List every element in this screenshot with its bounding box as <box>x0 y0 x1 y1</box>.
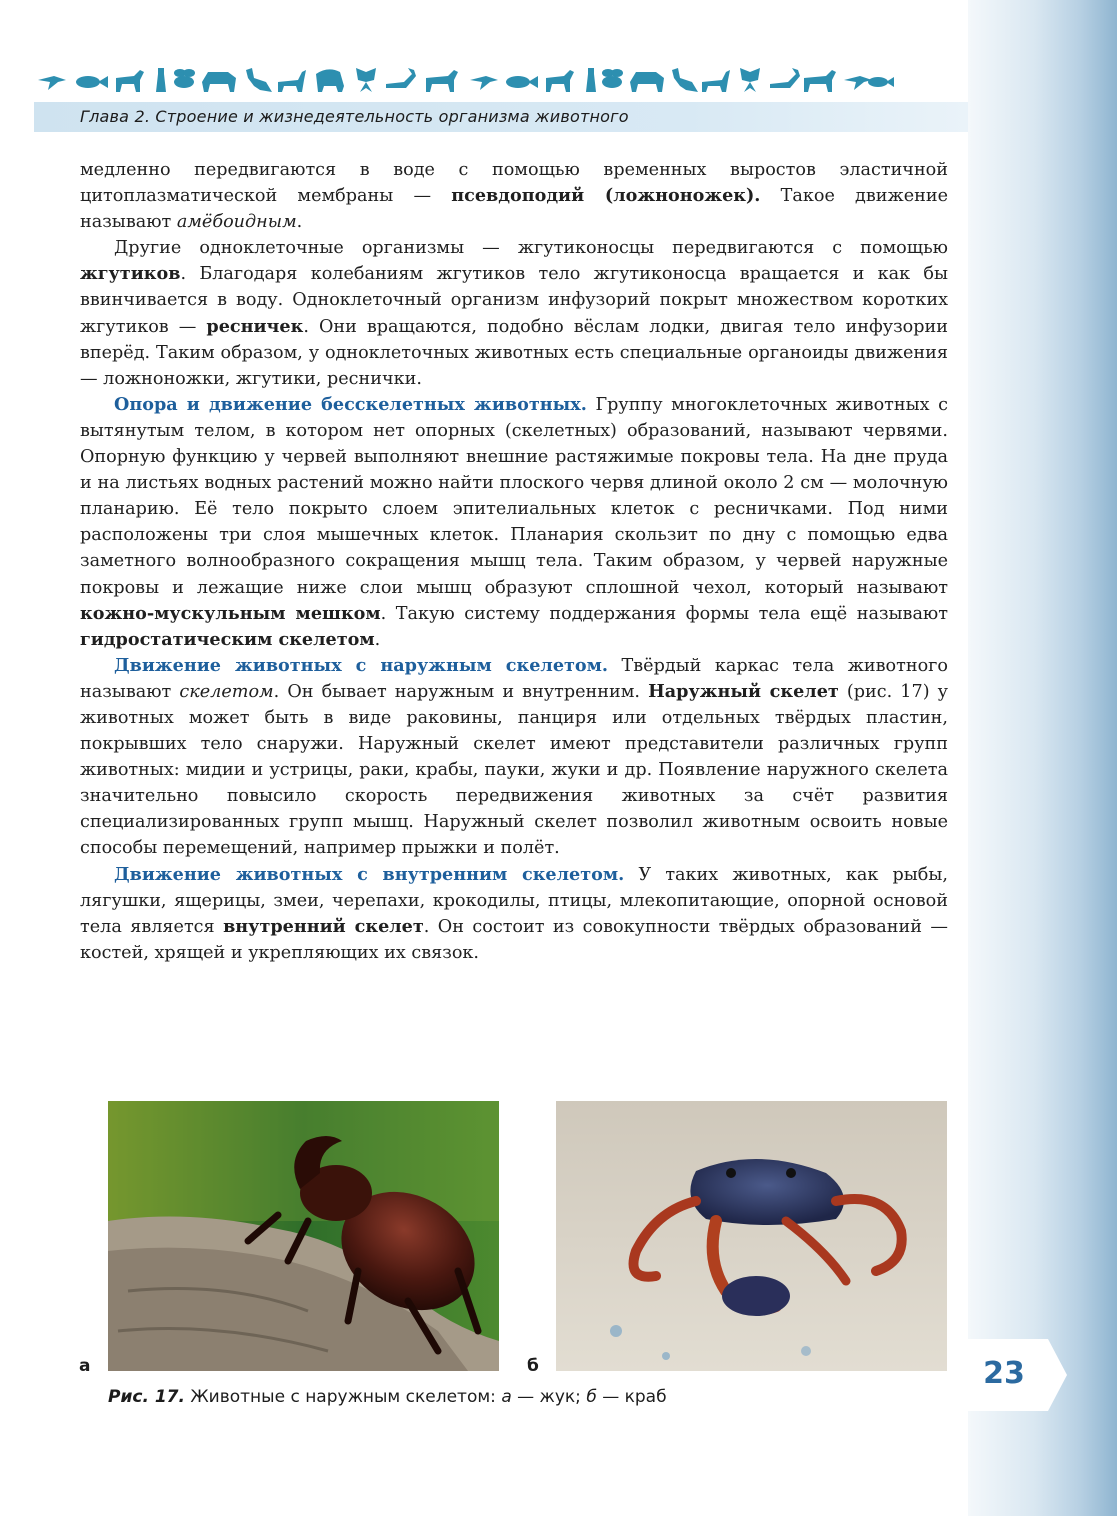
bold-term: псевдоподий (ложноножек). <box>451 185 761 207</box>
bison-icon-2 <box>630 72 664 92</box>
caption-text: Животные с наружным скелетом: <box>184 1387 502 1407</box>
figure-letter-a: а <box>79 1356 91 1376</box>
bee-icon <box>174 69 195 88</box>
caption-letter-b: б <box>586 1387 597 1407</box>
text-run: . Такую систему поддержания формы тела ещё называют <box>380 603 948 624</box>
meerkat-icon <box>156 68 166 92</box>
figure-caption <box>108 1387 667 1407</box>
paragraph-2 <box>80 235 948 392</box>
bison-icon <box>202 72 236 92</box>
text-run: . <box>374 629 381 650</box>
beetle-photo <box>108 1101 499 1371</box>
fish-icon-2 <box>506 76 538 88</box>
side-margin-strip <box>968 0 1117 1516</box>
butterfly-icon <box>356 68 376 92</box>
horse-icon-2 <box>426 70 458 92</box>
caption-text: — жук; <box>511 1387 587 1407</box>
bee-icon-2 <box>602 69 623 88</box>
paragraph-5 <box>80 862 948 966</box>
bold-term: гидростатическим скелетом <box>80 628 375 650</box>
crab-illustration <box>556 1101 947 1371</box>
italic-term: скелетом <box>179 681 274 702</box>
text-run: медленно передвигаются в воде с помощью временных выростов эластичной цитоплазматической мембраны — <box>80 160 948 207</box>
bold-term: внутренний скелет <box>223 915 424 937</box>
bird-icon-2 <box>470 76 498 90</box>
page-number: 23 <box>983 1356 1025 1391</box>
horse-icon-4 <box>804 70 836 92</box>
bold-term: Наружный скелет <box>648 680 839 702</box>
caption-label: Рис. 17. <box>108 1387 185 1407</box>
text-run: . Они вращаются, подобно вёслам лодки, двигая тело инфузории вперёд. Таким образом, у одноклеточных животных есть специальные органоиды движения — ложноножки, жгутики, реснички. <box>80 316 948 389</box>
paragraph-1 <box>80 157 948 235</box>
meerkat-icon-2 <box>586 68 596 92</box>
scorpion-icon-2 <box>770 68 800 88</box>
text-run: . <box>296 212 303 233</box>
caption-letter-a: а <box>501 1387 512 1407</box>
bold-term: ресничек <box>206 315 304 337</box>
beetle-illustration <box>108 1101 499 1371</box>
caption-text: — краб <box>596 1387 667 1407</box>
figure-letter-b: б <box>527 1356 539 1376</box>
deer-icon-2 <box>702 70 730 92</box>
bold-term: кожно-мускульным мешком <box>80 602 381 624</box>
kangaroo-icon-2 <box>672 68 698 92</box>
section-heading: Движение животных с внутренним скелетом. <box>114 863 625 885</box>
deer-icon <box>278 70 306 92</box>
text-run: Такое движение называют <box>80 186 948 233</box>
section-heading: Движение животных с наружным скелетом. <box>114 654 609 676</box>
text-run: . Благодаря колебаниям жгутиков тело жгутиконосца вращается и как бы ввинчивается в воду. Одноклеточный организм инфузорий покрыт множеством коротких жгутиков — <box>80 264 948 337</box>
paragraph-4 <box>80 653 948 862</box>
chapter-title: Глава 2. Строение и жизнедеятельность организма животного <box>80 107 629 126</box>
text-run: Твёрдый каркас тела животного называют <box>80 655 948 702</box>
italic-term: амёбоидным <box>176 212 297 233</box>
crab-photo <box>556 1101 947 1371</box>
text-run: У таких животных, как рыбы, лягушки, ящерицы, змеи, черепахи, крокодилы, птицы, млекопитающие, опорной основой тела является <box>80 864 948 937</box>
text-run: (рис. 17) у животных может быть в виде раковины, панциря или отдельных твёрдых пластин, покрывших тело снаружи. Наружный скелет имеют представители различных групп животных: мидии и устрицы, раки, крабы, пауки, жуки и др. Появление наружного скелета значительно повысило скорость передвижения животных за счёт развития специализированных групп мышц. Наружный скелет позволил животным освоить новые способы перемещений, например прыжки и полёт. <box>80 681 949 859</box>
bird-icon-3 <box>844 76 872 90</box>
bird-icon <box>38 76 66 90</box>
section-heading: Опора и движение бесскелетных животных. <box>114 393 587 415</box>
horse-icon-3 <box>546 70 574 92</box>
fish-icon <box>76 76 108 88</box>
text-run: Другие одноклеточные организмы — жгутиконосцы передвигаются с помощью <box>114 238 948 259</box>
scorpion-icon <box>386 68 416 88</box>
text-run: Группу многоклеточных животных с вытянутым телом, в котором нет опорных (скелетных) образований, называют червями. Опорную функцию у червей выполняют внешние растяжимые покровы тела. На дне пруда и на листьях водных растений можно найти плоского червя длиной около 2 см — молочную планарию. Её тело покрыто слоем эпителиальных клеток с ресничками. Под ними расположены три слоя мышечных клеток. Планария скользит по дну с помощью едва заметного волнообразного сокращения мышц тела. Таким образом, у червей наружные покровы и лежащие ниже слои мышц образуют сплошной чехол, который называют <box>80 394 948 598</box>
kangaroo-icon <box>246 68 272 92</box>
body-text <box>80 157 948 966</box>
paragraph-3 <box>80 392 948 653</box>
elephant-icon <box>316 69 344 92</box>
animal-silhouette-strip <box>36 64 896 98</box>
butterfly-icon-2 <box>740 68 760 92</box>
bold-term: жгутиков <box>80 263 181 285</box>
text-run: . Он состоит из совокупности твёрдых образований — костей, хрящей и укрепляющих их связок. <box>80 916 949 963</box>
horse-icon <box>116 70 144 92</box>
fish-icon-3 <box>868 77 894 87</box>
text-run: . Он бывает наружным и внутренним. <box>273 681 649 702</box>
